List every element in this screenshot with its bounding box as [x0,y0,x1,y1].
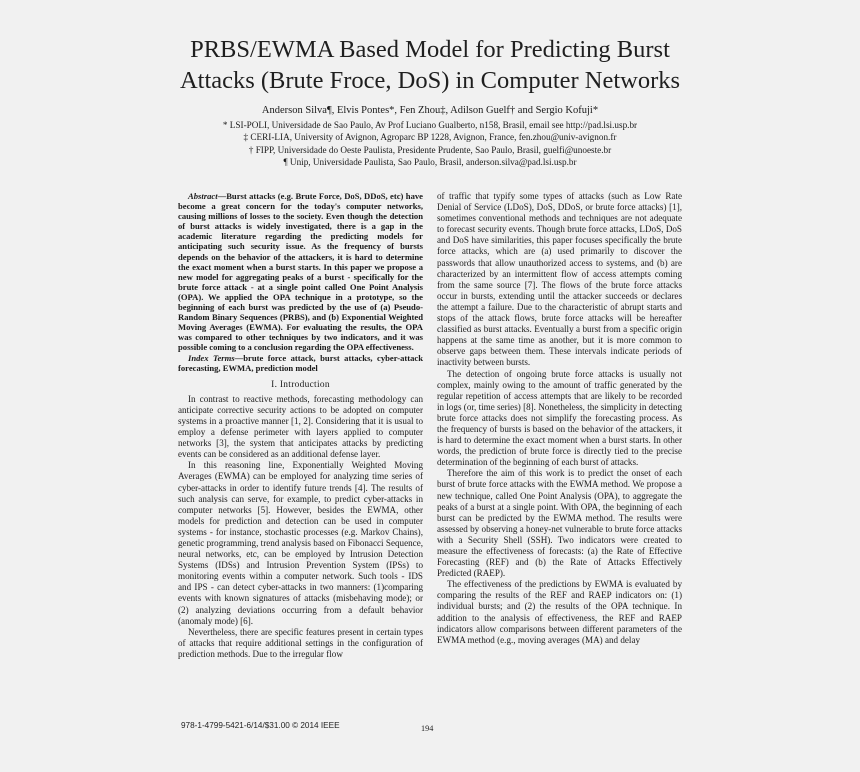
section-heading-introduction: I. Introduction [271,379,330,390]
index-terms-text: —brute force attack, burst attacks, cyber-attack forecasting, EWMA, prediction model [178,352,423,373]
body-paragraph: Nevertheless, there are specific features present in certain types of attacks that require additional settings in the configuration of prediction methods. Due to the irregular flow [178,626,423,659]
right-column [437,191,682,646]
index-terms [178,353,423,373]
body-paragraph: The effectiveness of the predictions by EWMA is evaluated by comparing the results of the REF and RAEP indicators on: (1) individual bursts; and (2) the results of the OPA technique. In addition to the analysis of effectiveness, the REF and RAEP indicators allow comparisons between different parameters of the EWMA method (e.g., moving averages (MA) and delay [437,579,682,645]
abstract [178,191,423,353]
title-line-2: Attacks (Brute Froce, DoS) in Computer Networks [179,67,681,94]
body-paragraph: of traffic that typify some types of attacks (such as Low Rate Denial of Service (LDoS), DoS, DDoS, or brute force attacks) [1], sometimes conventional methods and techniques are not adequate to forecast security events. Though brute force attacks, LDoS, DoS and DoS have similarities, this paper focuses specifically the brute force attacks, which are (a) used primarily to discover the passwords that allow unauthorized access to systems, and (b) are characterized by an intermittent flow of access attempts coming from the same source [7]. The flows of the brute force attacks occur in bursts, extending until the attacker succeeds or declares the attempt a failure. Due to the characteristic of abrupt starts and stops of the attack flows, brute force attacks will be hereafter classified as burst attacks. Eventually a burst from a specific origin happens at the same time as another, but it is more common to observe gaps between them. These intervals indicate periods of inactivity between bursts. [437,191,682,368]
body-paragraph: Therefore the aim of this work is to predict the onset of each burst of brute force attacks with the EWMA method. We propose a new technique, called One Point Analysis (OPA), to aggregate the peaks of a burst at a single point. With OPA, the beginning of each burst can be predicted by the EWMA method. The results were assessed by observing a honey-net vulnerable to brute force attacks with a Security Shell (SSH). Two indicators were created to measure the effectiveness of forecasts: (a) the Rate of Effective Forecasting (REF) and (b) the Rate of Attacks Effectively Predicted (RAEP). [437,468,682,579]
affiliations [0,119,860,169]
page-number: 194 [421,724,434,733]
body-paragraph: In contrast to reactive methods, forecasting methodology can anticipate corrective security actions to be adopted on computer systems in a proactive manner [1, 2]. Considering that it is usual to employ a defense perimeter with layers applied to computer networks [3], the system that anticipates attacks by predicting events can be considered as an additional defense layer. [178,393,423,460]
footer-isbn: 978-1-4799-5421-6/14/$31.00 © 2014 IEEE [181,721,340,730]
affiliation-3: † FIPP, Universidade do Oeste Paulista, Presidente Prudente, Sao Paulo, Brasil, guelfi@unoeste.br [248,144,612,155]
abstract-text: —Burst attacks (e.g. Brute Force, DoS, DDoS, etc) have become a great concern for the today's computer networks, causing millions of losses to the society. Even though the detection of burst attacks is widely investigated, there is a gap in the academic literature regarding the predicting models for anticipating such security issue. As the frequency of bursts depends on the behavior of the attackers, it is hard to determine the exact moment when a burst starts. In this paper we propose a new model for aggregating peaks of a burst - specifically for the brute force attack - at a single point called One Point Analysis (OPA). We applied the OPA technique in a prototype, so the beginning of each burst was predicted by the use of (a) Pseudo-Random Binary Sequences (PRBS), and (b) Exponential Weighted Moving Averages (EWMA). For evaluating the results, the OPA was compared to other techniques by two indicators, and it was possible coming to a conclusion regarding the OPA effectiveness. [178,191,423,353]
body-paragraph: In this reasoning line, Exponentially Weighted Moving Averages (EWMA) can be employed for analyzing time series of cyber-attacks in order to identify future trends [4]. The results of such analysis can serve, for example, to predict cyber-attacks in computer networks [5]. However, besides the EWMA, other models for prediction and detection can be used in computer systems - for instance, stochastic processes (e.g. Markov Chains), genetic programming, trend analysis based on Fibonacci Sequence, neural networks, etc, can be employed by Intrusion Detection Systems (IDSs) and Intrusion Prevention System (IPSs) to monitoring events within a computer network. Such tools - IDS and IPS - can detect cyber-attacks in two manners: (1)comparing events with known signatures of attacks (misbehaving mode); or (2) analyzing deviations occurring from a default behavior (anomaly mode) [6]. [178,460,423,626]
paper-title [0,34,860,96]
affiliation-1: * LSI-POLI, Universidade de Sao Paulo, Av Prof Luciano Gualberto, n158, Brasil, email see http://pad.lsi.usp.br [222,120,638,130]
body-paragraph: The detection of ongoing brute force attacks is usually not complex, mainly owing to the amount of traffic generated by the regular repetition of access attempts that are likely to be recorded in logs (or, time series) [8]. Nonetheless, the simplicity in detecting brute force attacks does not simplify the forecasting process. As the frequency of bursts is based on the behavior of the attackers, it is hard to determine the exact moment when a burst starts. In other words, the prediction of brute force is directly tied to the precise determination of the beginning of each burst of attacks. [437,368,682,468]
affiliation-4: ¶ Unip, Universidade Paulista, Sao Paulo, Brasil, anderson.silva@pad.lsi.usp.br [283,157,577,168]
abstract-lead: Abstract [188,191,218,201]
author-list: Anderson Silva¶, Elvis Pontes*, Fen Zhou‡, Adilson Guelf† and Sergio Kofuji* [261,105,599,116]
affiliation-2: ‡ CERI-LIA, University of Avignon, Agroparc BP 1228, Avignon, France, fen.zhou@univ-avignon.fr [243,132,617,143]
left-column [178,191,423,660]
index-terms-lead: Index Terms [188,352,235,363]
title-line-1: PRBS/EWMA Based Model for Predicting Burst [190,36,670,63]
